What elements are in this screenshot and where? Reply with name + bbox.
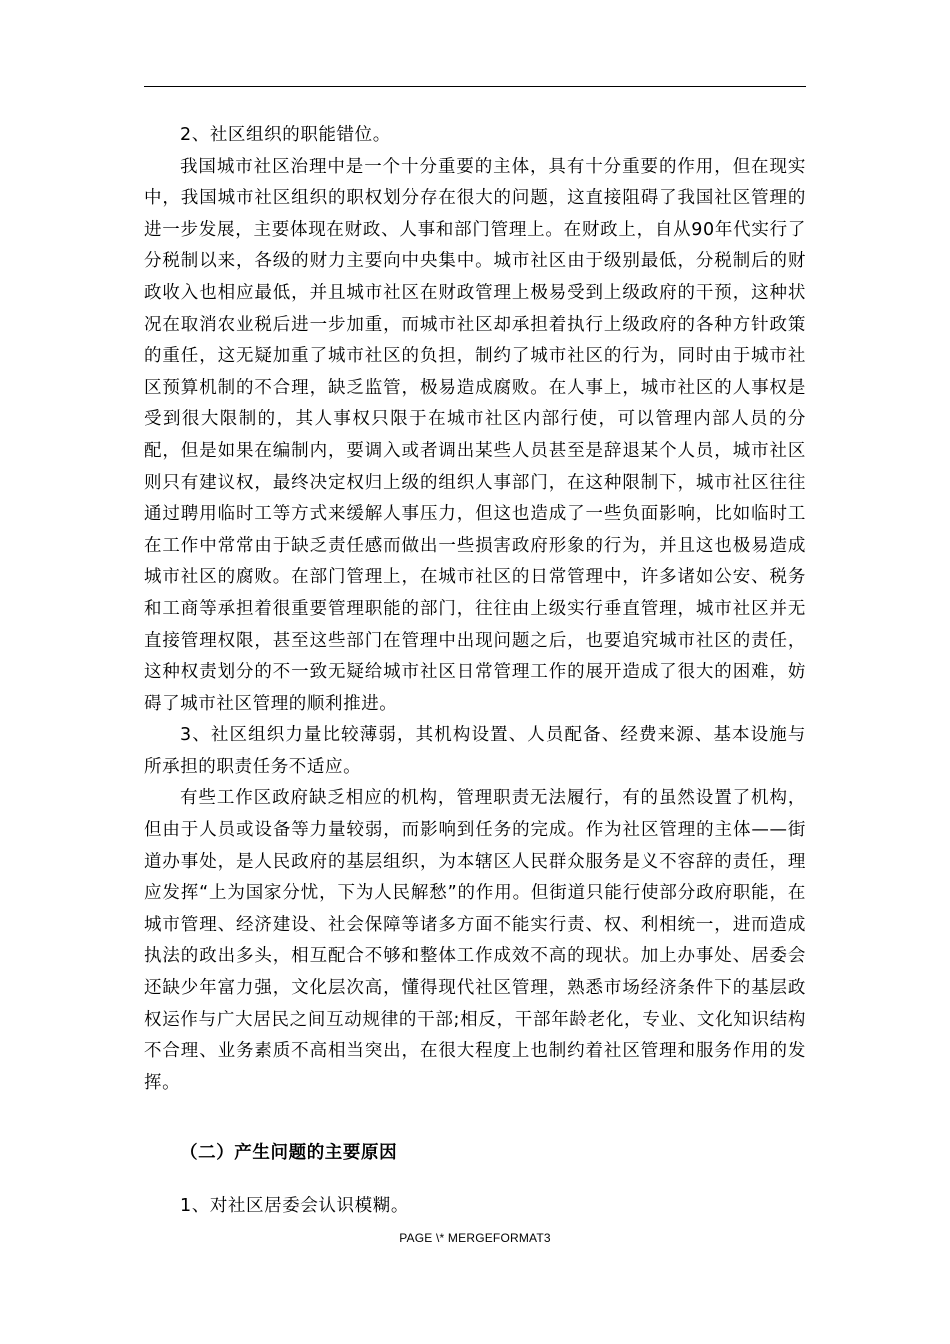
list-item-heading: 1、对社区居委会认识模糊。 bbox=[180, 1196, 409, 1216]
document-body bbox=[144, 120, 806, 1099]
section-heading: （二）产生问题的主要原因 bbox=[180, 1143, 398, 1163]
list-item-heading: 2、社区组织的职能错位。 bbox=[180, 125, 391, 145]
body-paragraph: 有些工作区政府缺乏相应的机构，管理职责无法履行，有的虽然设置了机构，但由于人员或设备等力量较弱，而影响到任务的完成。作为社区管理的主体——街道办事处，是人民政府的基层组织，为本辖区人民群众服务是义不容辞的责任，理应发挥“上为国家分忧，下为人民解愁”的作用。但街道只能行使部分政府职能，在城市管理、经济建设、社会保障等诸多方面不能实行责、权、利相统一，进而造成执法的政出多头，相互配合不够和整体工作成效不高的现状。加上办事处、居委会还缺少年富力强，文化层次高，懂得现代社区管理，熟悉市场经济条件下的基层政权运作与广大居民之间互动规律的干部;相反，干部年龄老化，专业、文化知识结构不合理、业务素质不高相当突出，在很大程度上也制约着社区管理和服务作用的发挥。 bbox=[144, 788, 806, 1093]
list-item-heading: 3、社区组织力量比较薄弱，其机构设置、人员配备、经费来源、基本设施与所承担的职责任务不适应。 bbox=[144, 725, 806, 777]
header-rule bbox=[144, 86, 806, 87]
page-footer: PAGE \* MERGEFORMAT3 bbox=[399, 1231, 551, 1245]
body-paragraph: 我国城市社区治理中是一个十分重要的主体，具有十分重要的作用，但在现实中，我国城市社区组织的职权划分存在很大的问题，这直接阻碍了我国社区管理的进一步发展，主要体现在财政、人事和部门管理上。在财政上，自从90年代实行了分税制以来，各级的财力主要向中央集中。城市社区由于级别最低，分税制后的财政收入也相应最低，并且城市社区在财政管理上极易受到上级政府的干预，这种状况在取消农业税后进一步加重，而城市社区却承担着执行上级政府的各种方针政策的重任，这无疑加重了城市社区的负担，制约了城市社区的行为，同时由于城市社区预算机制的不合理，缺乏监管，极易造成腐败。在人事上，城市社区的人事权是受到很大限制的，其人事权只限于在城市社区内部行使，可以管理内部人员的分配，但是如果在编制内，要调入或者调出某些人员甚至是辞退某个人员，城市社区则只有建议权，最终决定权归上级的组织人事部门，在这种限制下，城市社区往往通过聘用临时工等方式来缓解人事压力，但这也造成了一些负面影响，比如临时工在工作中常常由于缺乏责任感而做出一些损害政府形象的行为，并且这也极易造成城市社区的腐败。在部门管理上，在城市社区的日常管理中，许多诸如公安、税务和工商等承担着很重要管理职能的部门，往往由上级实行垂直管理，城市社区并无直接管理权限，甚至这些部门在管理中出现问题之后，也要追究城市社区的责任，这种权责划分的不一致无疑给城市社区日常管理工作的展开造成了很大的困难，妨碍了城市社区管理的顺利推进。 bbox=[144, 156, 806, 714]
